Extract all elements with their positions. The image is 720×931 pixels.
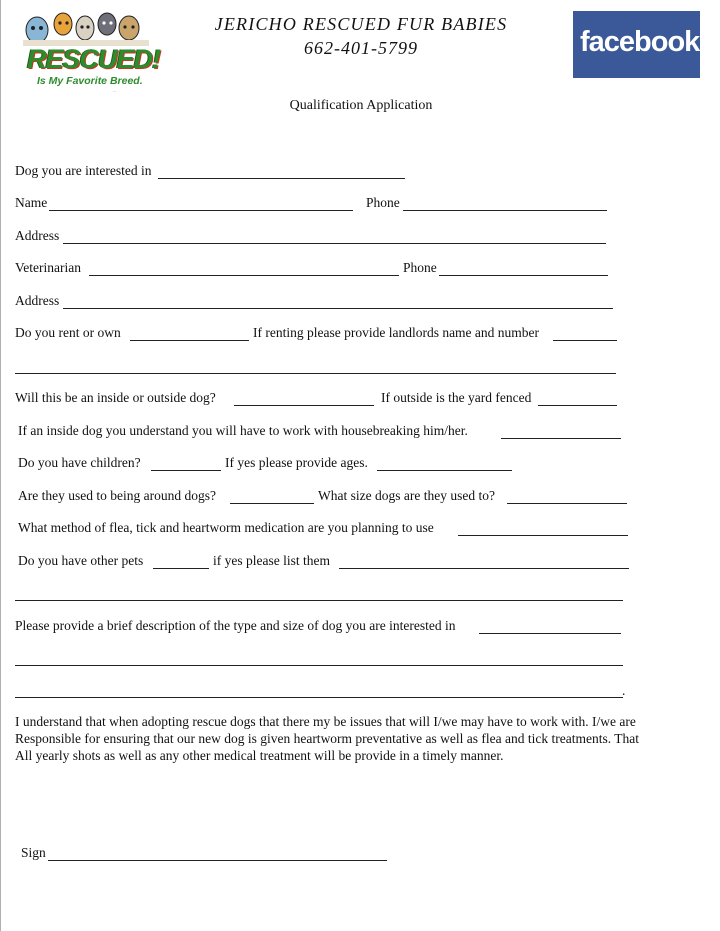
field-rent-own[interactable] [130,340,249,341]
label-other-pets: Do you have other pets [18,553,144,568]
field-dog-interested[interactable] [158,178,405,179]
field-name[interactable] [49,210,353,211]
org-name: JERICHO RESCUED FUR BABIES [214,14,508,34]
label-vet-phone: Phone [403,260,437,275]
field-housebreaking[interactable] [501,438,621,439]
label-flea-method: What method of flea, tick and heartworm medication are you planning to use [18,520,434,535]
field-used-to-dogs[interactable] [230,503,314,504]
field-veterinarian[interactable] [89,275,399,276]
field-vet-address[interactable] [63,308,613,309]
label-list-pets: if yes please list them [213,553,330,568]
label-vet-address: Address [15,293,60,308]
label-description: Please provide a brief description of the type and size of dog you are interested in [15,618,456,633]
field-other-pets[interactable] [153,568,209,569]
field-vet-phone[interactable] [439,275,608,276]
agreement-line: I understand that when adopting rescue dogs that there my be issues that will I/we may have to work with. I/we are [15,714,636,729]
field-description-line-2[interactable] [15,665,623,666]
logo-tiny-text: ... [113,88,117,93]
field-description[interactable] [479,633,621,634]
field-signature[interactable] [48,860,387,861]
field-address[interactable] [63,243,606,244]
field-flea-method[interactable] [458,535,628,536]
label-used-to-dogs: Are they used to being around dogs? [18,488,216,503]
facebook-logo[interactable] [573,11,700,78]
description-period: . [622,683,626,698]
label-veterinarian: Veterinarian [15,260,81,275]
agreement-line: Responsible for ensuring that our new dog is given heartworm preventative as well as flea and tick treatments. That [15,731,639,746]
label-dog-interested: Dog you are interested in [15,163,152,178]
field-dog-sizes[interactable] [507,503,627,504]
field-children[interactable] [151,470,221,471]
facebook-label: facebook [580,26,700,58]
field-list-pets-continued[interactable] [15,600,623,601]
label-dog-sizes: What size dogs are they used to? [318,488,495,503]
label-name: Name [15,195,48,210]
agreement-paragraph [15,713,681,764]
form-title: Qualification Application [289,98,433,113]
field-inside-outside[interactable] [234,405,374,406]
label-children: Do you have children? [18,455,141,470]
agreement-line: All yearly shots as well as any other medical treatment will be provide in a timely manner. [15,748,504,763]
field-landlord[interactable] [553,340,617,341]
org-phone: 662-401-5799 [304,38,418,58]
logo-main-text: RESCUED! [27,44,161,74]
label-address: Address [15,228,60,243]
label-yard-fenced: If outside is the yard fenced [381,390,532,405]
label-inside-outside: Will this be an inside or outside dog? [15,390,216,405]
field-children-ages[interactable] [377,470,512,471]
logo-sub-text: Is My Favorite Breed. [37,75,143,87]
label-landlord: If renting please provide landlords name and number [253,325,540,340]
label-sign: Sign [21,845,46,860]
label-rent-own: Do you rent or own [15,325,121,340]
label-phone: Phone [366,195,400,210]
label-children-ages: If yes please provide ages. [225,455,368,470]
label-housebreaking: If an inside dog you understand you will have to work with housebreaking him/her. [18,423,468,438]
field-phone[interactable] [403,210,607,211]
field-description-line-3[interactable] [15,697,623,698]
field-yard-fenced[interactable] [538,405,617,406]
field-list-pets[interactable] [339,568,629,569]
field-landlord-continued[interactable] [15,373,616,374]
rescued-logo [21,10,161,93]
